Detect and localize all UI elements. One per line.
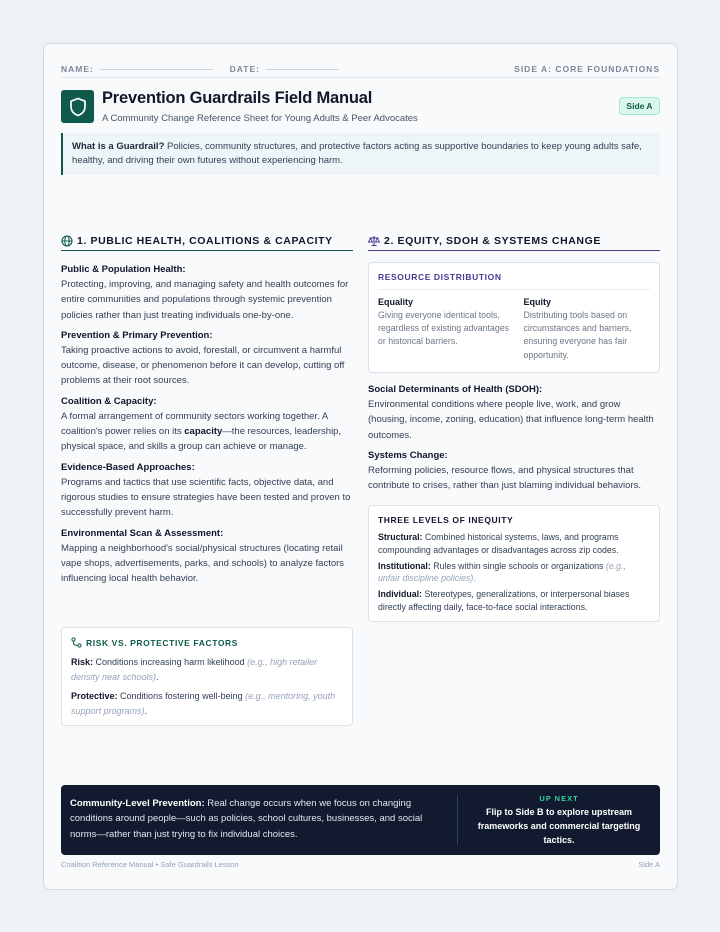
- term-evidence-based: [61, 461, 353, 521]
- term-title: Systems Change:: [368, 450, 448, 461]
- branch-icon: [71, 637, 82, 648]
- term-title: Environmental Scan & Assessment:: [61, 527, 224, 539]
- structural-term: Structural:: [378, 532, 423, 542]
- equality-definition: Giving everyone identical tools, regardless of existing advantages or historical barriers.: [378, 310, 510, 347]
- top-bar: [61, 64, 660, 78]
- equity-definition: Distributing tools based on circumstances and barriers, ensuring everyone has fair opportunity.: [523, 310, 632, 360]
- equity-column: [523, 297, 650, 362]
- term-definition: Taking proactive actions to avoid, forestall, or circumvent a harmful outcome, disease, or phenomenon before it can develop, cutting off problems at their root sources.: [61, 344, 345, 387]
- term-definition: Environmental conditions where people live, work, and grow (housing, income, zoning, education) that influence long-term health outcomes.: [368, 399, 654, 441]
- callout-term: What is a Guardrail?: [72, 141, 165, 152]
- term-title: Prevention & Primary Prevention:: [61, 329, 213, 341]
- risk-example: (e.g., high retailer density near schools): [71, 657, 318, 682]
- section2-rule: [368, 250, 660, 251]
- date-label: DATE:: [229, 64, 260, 74]
- individual-term: Individual:: [378, 589, 422, 600]
- definition-part: —the resources, leadership, physical space, and skills a group can achieve or manage.: [61, 426, 342, 453]
- section-equity: [368, 233, 660, 251]
- institutional-example: (e.g., unfair discipline policies).: [378, 560, 626, 584]
- institutional-definition: Rules within single schools or organizations: [433, 560, 604, 571]
- term-title: Evidence-Based Approaches:: [61, 461, 195, 473]
- resource-distribution-card: [368, 262, 660, 373]
- risk-factor-text: Risk: Conditions increasing harm likelihood (e.g., high retailer density near schools).: [71, 657, 318, 682]
- equality-equity-columns: [378, 297, 650, 362]
- page-title: Prevention Guardrails Field Manual: [102, 89, 373, 107]
- inequity-card-title: THREE LEVELS OF INEQUITY: [378, 515, 514, 525]
- section1-title: 1. PUBLIC HEALTH, COALITIONS & CAPACITY: [77, 235, 333, 247]
- globe-icon: [61, 235, 73, 247]
- term-systems-change: [368, 449, 660, 494]
- term-public-health: [61, 263, 353, 323]
- risk-protective-card: [61, 627, 353, 726]
- capacity-emphasis: capacity: [184, 426, 223, 438]
- institutional-level: [378, 560, 650, 586]
- structural-definition: Combined historical systems, laws, and programs compounding advantages or disadvantages across zip codes.: [378, 532, 619, 555]
- field-manual-page: [43, 43, 678, 890]
- shield-icon: [61, 90, 94, 123]
- term-prevention: [61, 329, 353, 389]
- equality-term: Equality: [378, 297, 414, 307]
- term-sdoh: [368, 383, 660, 443]
- name-line: [100, 69, 213, 70]
- section-public-health: [61, 233, 353, 586]
- term-title: Public & Population Health:: [61, 264, 186, 275]
- inequity-levels-card: [368, 505, 660, 622]
- term-definition: [61, 409, 353, 455]
- page-subtitle: A Community Change Reference Sheet for Young Adults & Peer Advocates: [102, 113, 418, 124]
- protective-definition: Conditions fostering well-being: [120, 691, 243, 701]
- term-definition: Protecting, improving, and managing safety and health outcomes for entire communities and populations through systemic prevention policies rather than just treating individuals one-by-one.: [61, 279, 349, 321]
- community-prevention-banner: [61, 785, 660, 855]
- risk-term: Risk:: [71, 657, 94, 667]
- resource-card-divider: [378, 289, 650, 290]
- term-title: Coalition & Capacity:: [61, 395, 157, 407]
- term-title: Social Determinants of Health (SDOH):: [368, 384, 543, 395]
- individual-definition: Stereotypes, generalizations, or interpersonal biases directly affecting daily, face-to-face social interactions.: [378, 589, 630, 612]
- definition-part: A formal arrangement of community sectors working together. A coalition's power relies on its: [61, 410, 328, 438]
- footer-note: Coalition Reference Manual • Safe Guardrails Lesson: [61, 860, 239, 869]
- term-definition: Reforming policies, resource flows, and physical structures that contribute to crises, rather than just blaming individual behaviors.: [368, 465, 642, 492]
- institutional-term: Institutional:: [378, 560, 431, 571]
- banner-term: Community-Level Prevention:: [70, 798, 205, 809]
- risk-card-heading: [71, 637, 343, 648]
- side-badge: Side A: [619, 97, 660, 115]
- individual-level: [378, 588, 650, 614]
- name-label: NAME:: [61, 64, 94, 74]
- top-divider: [61, 77, 660, 78]
- up-next-text: Flip to Side B to explore upstream frameworks and commercial targeting tactics.: [477, 807, 641, 845]
- equity-term: Equity: [523, 297, 551, 307]
- date-line: [266, 69, 339, 70]
- callout-text: Policies, community structures, and protective factors acting as supportive boundaries to keep young adults safe, healthy, and driving their own futures without experiencing harm.: [72, 141, 642, 166]
- risk-definition: Conditions increasing harm likelihood: [95, 657, 245, 667]
- section2-heading: [368, 233, 660, 249]
- section1-heading: [61, 233, 353, 249]
- footer-side-label: Side A: [638, 860, 660, 869]
- guardrail-definition-callout: [61, 133, 660, 175]
- equality-column: [378, 297, 509, 362]
- resource-card-title: RESOURCE DISTRIBUTION: [378, 272, 502, 282]
- term-definition: Mapping a neighborhood's social/physical structures (locating retail vape shops, advertisements, parks, and schools) to analyze factors influencing local health behavior.: [61, 542, 345, 585]
- term-definition: Programs and tactics that use scientific facts, objective data, and rigorous studies to ensure strategies have been tested and proven to successfully prevent harm.: [61, 476, 351, 519]
- risk-card-title: RISK VS. PROTECTIVE FACTORS: [86, 637, 239, 648]
- protective-example: (e.g., mentoring, youth support programs): [71, 691, 336, 716]
- section2-title: 2. EQUITY, SDOH & SYSTEMS CHANGE: [384, 235, 601, 247]
- side-label: SIDE A: CORE FOUNDATIONS: [514, 64, 660, 74]
- protective-factor-text: Protective: Conditions fostering well-being (e.g., mentoring, youth support programs).: [71, 691, 336, 716]
- term-environmental-scan: [61, 527, 353, 587]
- scales-icon: [368, 235, 380, 247]
- protective-term: Protective:: [71, 691, 118, 701]
- up-next-label: UP NEXT: [539, 794, 579, 803]
- term-coalition: [61, 395, 353, 455]
- structural-level: [378, 531, 650, 557]
- banner-definition: Real change occurs when we focus on changing conditions around people—such as policies, school cultures, businesses, and social norms—rather than just trying to fix individual choices.: [70, 798, 423, 840]
- community-prevention-text: [70, 796, 440, 842]
- section1-rule: [61, 250, 353, 251]
